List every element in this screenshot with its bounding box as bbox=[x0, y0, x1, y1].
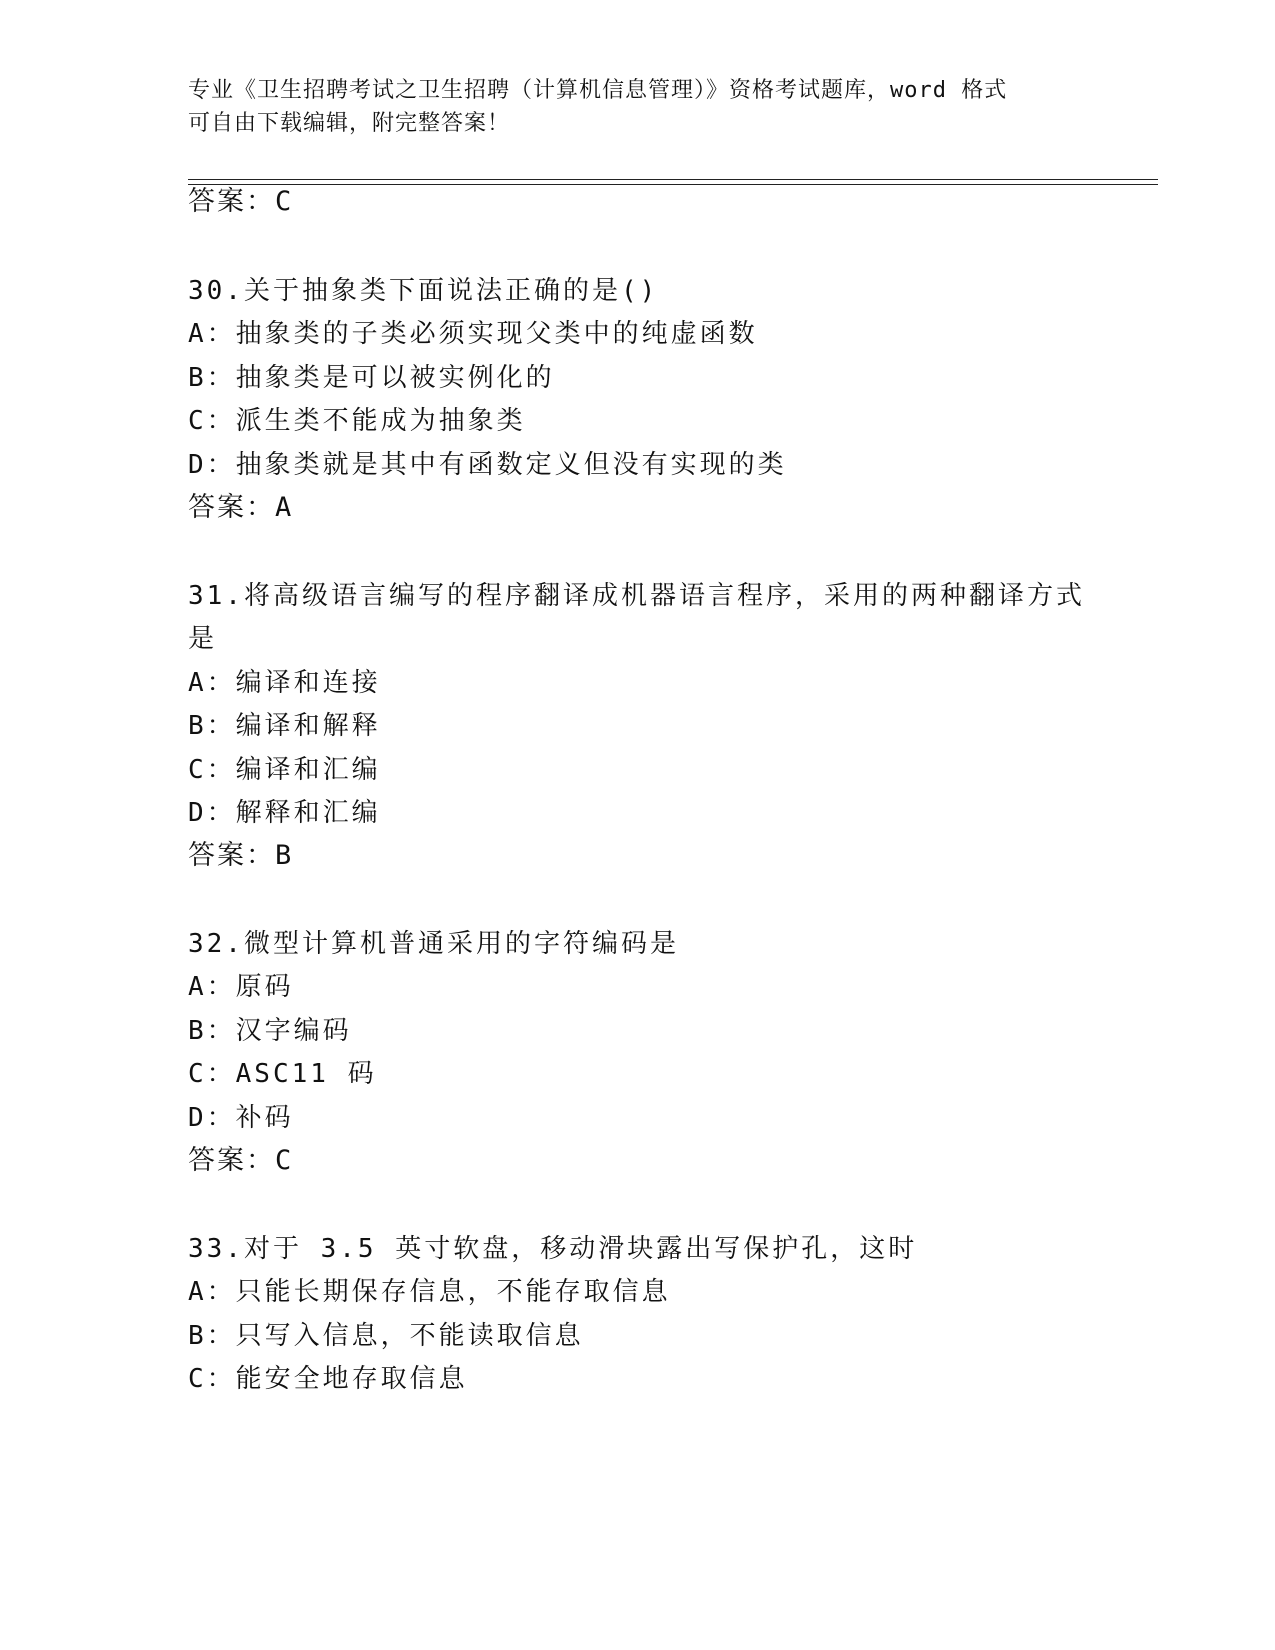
answer-value: A bbox=[275, 492, 294, 523]
answer-label: 答案： bbox=[188, 492, 275, 523]
question-33-option-b: B：只写入信息，不能读取信息 bbox=[188, 1321, 584, 1351]
question-31-answer bbox=[188, 839, 293, 873]
answer-line bbox=[188, 185, 293, 219]
question-30-option-c: C：派生类不能成为抽象类 bbox=[188, 406, 526, 436]
question-32-option-c: C：ASC11 码 bbox=[188, 1059, 377, 1089]
answer-label: 答案： bbox=[188, 840, 275, 871]
question-32-option-d: D：补码 bbox=[188, 1103, 294, 1133]
document-header bbox=[188, 74, 1088, 140]
answer-value: C bbox=[275, 186, 294, 217]
header-line-1: 专业《卫生招聘考试之卫生招聘（计算机信息管理）》资格考试题库，word 格式 bbox=[188, 78, 1008, 103]
question-30-answer bbox=[188, 491, 293, 525]
question-30-stem: 30.关于抽象类下面说法正确的是() bbox=[188, 276, 659, 306]
question-33-stem: 33.对于 3.5 英寸软盘，移动滑块露出写保护孔，这时 bbox=[188, 1234, 918, 1264]
question-31-option-b: B：编译和解释 bbox=[188, 711, 381, 741]
question-31-option-c: C：编译和汇编 bbox=[188, 755, 381, 785]
answer-label: 答案： bbox=[188, 186, 275, 217]
answer-value: B bbox=[275, 840, 294, 871]
question-31-option-a: A：编译和连接 bbox=[188, 668, 381, 698]
question-32-option-a: A：原码 bbox=[188, 972, 294, 1002]
header-divider-top bbox=[188, 179, 1158, 180]
header-divider-bottom bbox=[188, 184, 1158, 185]
question-33-option-a: A：只能长期保存信息，不能存取信息 bbox=[188, 1277, 671, 1307]
question-30-option-b: B：抽象类是可以被实例化的 bbox=[188, 363, 555, 393]
question-31-option-d: D：解释和汇编 bbox=[188, 798, 381, 828]
question-30-option-a: A：抽象类的子类必须实现父类中的纯虚函数 bbox=[188, 319, 758, 349]
question-31-stem-line-1: 31.将高级语言编写的程序翻译成机器语言程序，采用的两种翻译方式 bbox=[188, 581, 1085, 611]
question-31-stem-line-2: 是 bbox=[188, 624, 218, 654]
header-line-2: 可自由下载编辑，附完整答案！ bbox=[188, 111, 511, 136]
answer-value: C bbox=[275, 1145, 294, 1176]
question-33-option-c: C：能安全地存取信息 bbox=[188, 1364, 468, 1394]
question-32-answer bbox=[188, 1144, 293, 1178]
question-32-option-b: B：汉字编码 bbox=[188, 1016, 352, 1046]
answer-label: 答案： bbox=[188, 1145, 275, 1176]
question-30-option-d: D：抽象类就是其中有函数定义但没有实现的类 bbox=[188, 450, 787, 480]
question-32-stem: 32.微型计算机普通采用的字符编码是 bbox=[188, 929, 679, 959]
